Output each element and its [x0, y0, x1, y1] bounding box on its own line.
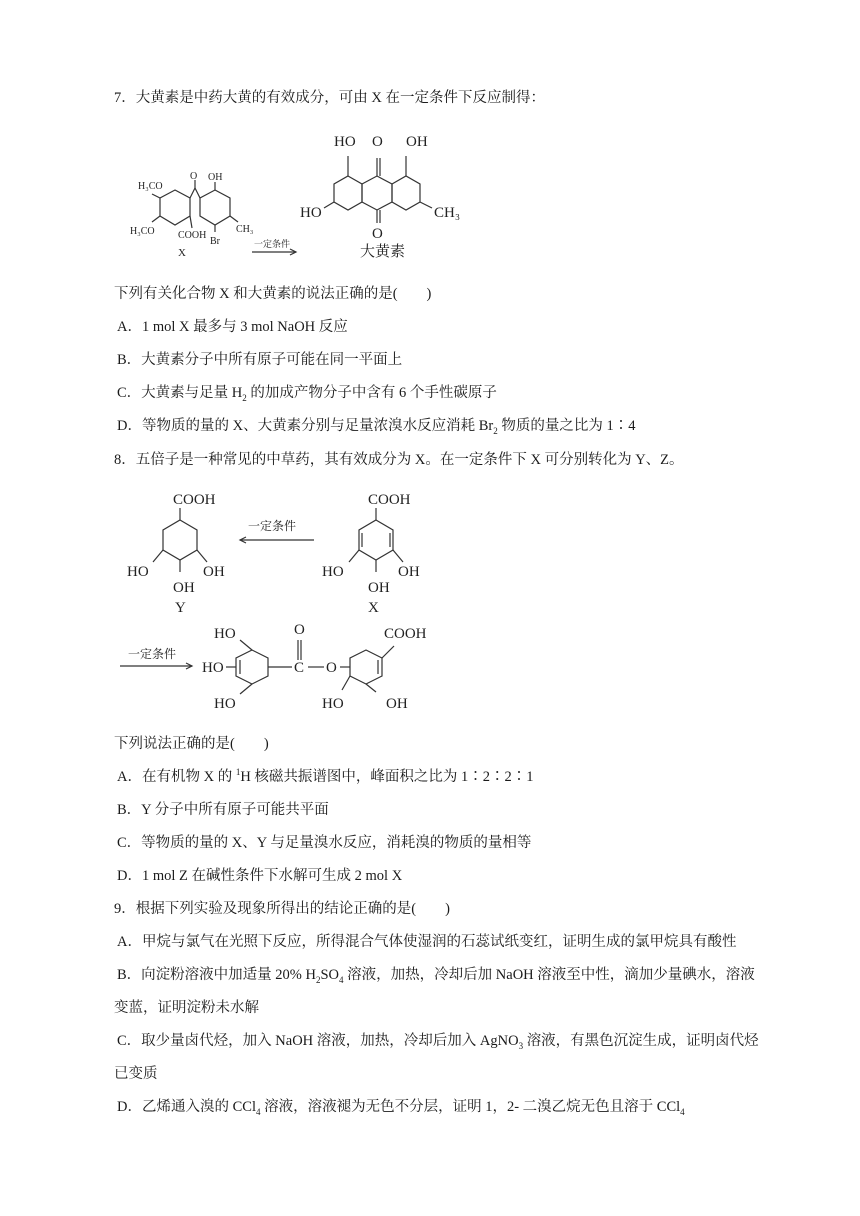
x-name: X [368, 600, 379, 616]
emodin-o-bottom: O [372, 226, 383, 242]
q8-arrow-x-to-z [118, 646, 198, 674]
q8-option-b: B．Y 分子中所有原子可能共平面 [117, 802, 329, 818]
z-ho-ring2: HO [322, 696, 344, 712]
q9-stem: 9．根据下列实验及现象所得出的结论正确的是( ) [114, 901, 450, 917]
q8-compound-z-structure [200, 620, 450, 715]
emodin-ho-left: HO [334, 134, 356, 150]
q8-arrow-x-to-y [238, 518, 318, 546]
x-name: X [178, 247, 186, 259]
x-ho: HO [322, 564, 344, 580]
x-cooh: COOH [178, 230, 207, 241]
emodin-oh-right: OH [406, 134, 428, 150]
q9-option-c-line2: 已变质 [114, 1066, 158, 1082]
q8-question: 下列说法正确的是( ) [114, 736, 269, 752]
q7-stem: 7．大黄素是中药大黄的有效成分，可由 X 在一定条件下反应制得： [114, 90, 545, 106]
z-ho-bottom: HO [214, 696, 236, 712]
x-h3co-top: H₃CO [138, 181, 163, 192]
q7-reaction-arrow [252, 238, 302, 260]
x-cooh: COOH [368, 492, 411, 508]
q9-option-d: D．乙烯通入溴的 CCl$_4$ 溶液，溶液褪为无色不分层，证明 1，2- 二溴乙烷无色且溶于 CCl$_4$ [117, 1099, 685, 1117]
q9-option-c-line1: C．取少量卤代烃，加入 NaOH 溶液，加热，冷却后加入 AgNO$_3$ 溶液，有黑色沉淀生成，证明卤代烃 [117, 1033, 759, 1051]
q7-option-d: D．等物质的量的 X、大黄素分别与足量浓溴水反应消耗 $Br_2$ 物质的量之比为 1∶4 [117, 418, 636, 436]
y-ho: HO [127, 564, 149, 580]
q8-compound-y-structure [125, 488, 235, 618]
x-br: Br [210, 236, 220, 247]
q7-emodin-structure [300, 128, 480, 268]
emodin-name: 大黄素 [360, 244, 406, 260]
z-oh-ring2: OH [386, 696, 408, 712]
x-oh-bottom: OH [368, 580, 390, 596]
z-ho-mid: HO [202, 660, 224, 676]
q7-option-a: A．1 mol X 最多与 3 mol NaOH 反应 [117, 319, 348, 335]
q9-option-b-line1: B．向淀粉溶液中加适量 20% $H_2SO_4$ 溶液，加热，冷却后加 NaOH 溶液至中性，滴加少量碘水，溶液 [117, 967, 755, 985]
q9-option-a: A．甲烷与氯气在光照下反应，所得混合气体使湿润的石蕊试纸变红，证明生成的氯甲烷具有酸性 [117, 934, 737, 950]
x-oh: OH [208, 172, 223, 183]
q8-compound-x-structure [318, 488, 428, 618]
q7-compound-x-structure [130, 170, 270, 265]
z-ho-top: HO [214, 626, 236, 642]
arrow-condition-label: 一定条件 [254, 239, 291, 249]
z-carbon: C [294, 660, 305, 676]
emodin-ho-bottom: HO [300, 205, 322, 221]
q9-option-b-line2: 变蓝，证明淀粉未水解 [114, 1000, 259, 1016]
x-ch3: CH₃ [236, 224, 254, 235]
q8-option-d: D．1 mol Z 在碱性条件下水解可生成 2 mol X [117, 868, 403, 884]
emodin-ch3: CH₃ [434, 205, 461, 221]
z-o-carbonyl: O [294, 622, 305, 638]
q8-option-c: C．等物质的量的 X、Y 与足量溴水反应，消耗溴的物质的量相等 [117, 835, 532, 851]
x-h3co-bottom: H₃CO [130, 226, 155, 237]
z-o-ester: O [326, 660, 337, 676]
q7-question: 下列有关化合物 X 和大黄素的说法正确的是( ) [114, 286, 432, 302]
q8-option-a: A．在有机物 X 的 $^1$H 核磁共振谱图中，峰面积之比为 1∶2∶2∶1 [117, 767, 534, 785]
y-name: Y [175, 600, 186, 616]
y-oh-bottom: OH [173, 580, 195, 596]
emodin-o-top: O [372, 134, 383, 150]
arrow1-label: 一定条件 [248, 519, 297, 533]
y-cooh: COOH [173, 492, 216, 508]
q7-option-c: C．大黄素与足量 $H_2$ 的加成产物分子中含有 6 个手性碳原子 [117, 385, 497, 403]
q7-option-b: B．大黄素分子中所有原子可能在同一平面上 [117, 352, 403, 368]
arrow2-label: 一定条件 [128, 647, 177, 661]
q8-stem: 8．五倍子是一种常见的中草药，其有效成分为 X。在一定条件下 X 可分别转化为 Y、Z。 [114, 452, 684, 468]
y-oh-right: OH [203, 564, 225, 580]
x-carbonyl-o: O [190, 171, 198, 182]
z-cooh: COOH [384, 626, 427, 642]
x-oh-right: OH [398, 564, 420, 580]
